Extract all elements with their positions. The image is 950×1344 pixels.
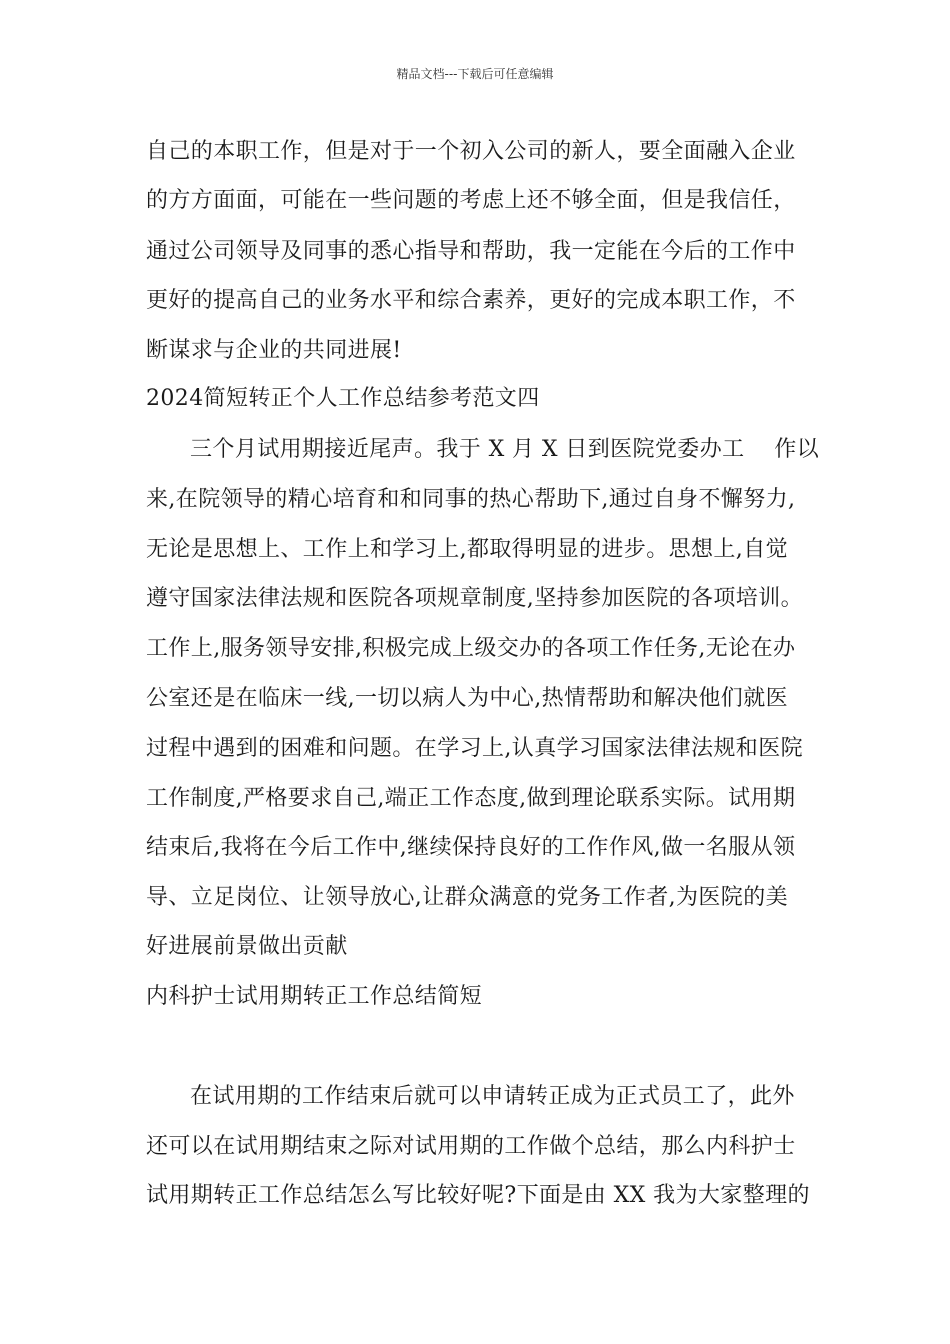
- text-line: 工作上,服务领导安排,积极完成上级交办的各项工作任务,无论在办: [146, 636, 796, 661]
- text-line: 断谋求与企业的共同进展!: [146, 338, 402, 363]
- text-line: 导、立足岗位、让领导放心,让群众满意的党务工作者,为医院的美: [146, 885, 788, 910]
- text-line: 的方方面面，可能在一些问题的考虑上还不够全面，但是我信任，: [146, 188, 796, 213]
- text-line: 试用期转正工作总结怎么写比较好呢?下面是由 XX 我为大家整理的: [146, 1183, 810, 1208]
- text-line: 三个月试用期接近尾声。我于 X 月 X 日到医院党委办工 作以: [190, 437, 820, 462]
- text-line: 更好的提高自己的业务水平和综合素养，更好的完成本职工作，不: [146, 288, 796, 313]
- text-line: 在试用期的工作结束后就可以申请转正成为正式员工了，此外: [190, 1084, 795, 1109]
- text-line: 结束后,我将在今后工作中,继续保持良好的工作作风,做一名服从领: [146, 835, 796, 860]
- section-heading: 2024简短转正个人工作总结参考范文四: [146, 386, 540, 411]
- text-line: 无论是思想上、工作上和学习上,都取得明显的进步。思想上,自觉: [146, 537, 788, 562]
- page-header: 精品文档---下载后可任意编辑: [396, 67, 554, 81]
- text-line: 工作制度,严格要求自己,端正工作态度,做到理论联系实际。试用期: [146, 786, 796, 811]
- text-line: 过程中遇到的困难和问题。在学习上,认真学习国家法律法规和医院: [146, 736, 803, 761]
- text-line: 公室还是在临床一线,一切以病人为中心,热情帮助和解决他们就医: [146, 686, 788, 711]
- text-line: 遵守国家法律法规和医院各项规章制度,坚持参加医院的各项培训。: [146, 586, 803, 611]
- text-line: 还可以在试用期结束之际对试用期的工作做个总结，那么内科护士: [146, 1134, 796, 1159]
- text-line: 来,在院领导的精心培育和和同事的热心帮助下,通过自身不懈努力,: [146, 487, 796, 512]
- text-line: 自己的本职工作，但是对于一个初入公司的新人，要全面融入企业: [146, 139, 796, 164]
- section-heading: 内科护士试用期转正工作总结简短: [146, 984, 483, 1009]
- text-line: 通过公司领导及同事的悉心指导和帮助，我一定能在今后的工作中: [146, 239, 796, 264]
- text-line: 好进展前景做出贡献: [146, 934, 348, 959]
